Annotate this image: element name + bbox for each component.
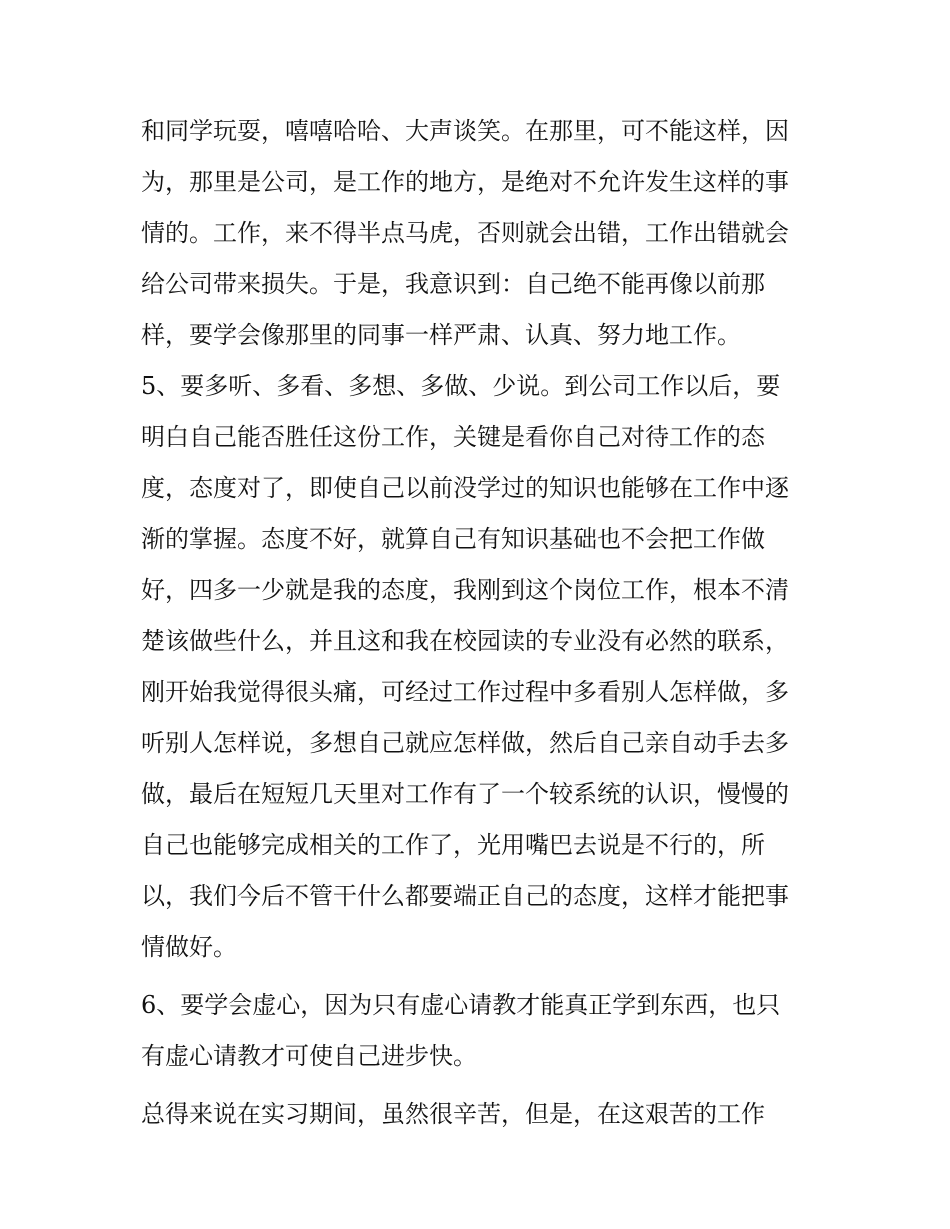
text-line: 自己也能够完成相关的工作了，光用嘴巴去说是不行的，所 xyxy=(141,831,765,859)
text-line: 明白自己能否胜任这份工作，关键是看你自己对待工作的态 xyxy=(141,423,765,451)
text-line: 给公司带来损失。于是，我意识到：自己绝不能再像以前那 xyxy=(141,270,765,298)
text-line: 6、要学会虚心，因为只有虚心请教才能真正学到东西，也只 xyxy=(141,991,781,1019)
paragraph-spacer xyxy=(141,1082,813,1089)
paragraph-spacer xyxy=(141,973,813,980)
text-line: 有虚心请教才可使自己进步快。 xyxy=(141,1042,477,1070)
text-line: 好，四多一少就是我的态度，我刚到这个岗位工作，根本不清 xyxy=(141,576,789,604)
text-line: 听别人怎样说，多想自己就应怎样做，然后自己亲自动手去多 xyxy=(141,729,789,757)
text-line: 5、要多听、多看、多想、多做、少说。到公司工作以后，要 xyxy=(141,372,781,400)
text-line: 楚该做些什么，并且这和我在校园读的专业没有必然的联系， xyxy=(141,627,789,655)
text-line: 情的。工作，来不得半点马虎，否则就会出错，工作出错就会 xyxy=(141,219,789,247)
paragraph-item-6 xyxy=(141,980,813,1082)
paragraph-continuation xyxy=(141,106,813,361)
text-line: 做，最后在短短几天里对工作有了一个较系统的认识，慢慢的 xyxy=(141,780,789,808)
text-line: 以，我们今后不管干什么都要端正自己的态度，这样才能把事 xyxy=(141,882,789,910)
document-body xyxy=(141,106,813,1140)
text-line: 总得来说在实习期间，虽然很辛苦，但是，在这艰苦的工作 xyxy=(141,1100,765,1128)
text-line: 度，态度对了，即使自己以前没学过的知识也能够在工作中逐 xyxy=(141,474,789,502)
text-line: 情做好。 xyxy=(141,933,237,961)
paragraph-item-5 xyxy=(141,361,813,973)
text-line: 为，那里是公司，是工作的地方，是绝对不允许发生这样的事 xyxy=(141,168,789,196)
text-line: 渐的掌握。态度不好，就算自己有知识基础也不会把工作做 xyxy=(141,525,765,553)
paragraph-summary xyxy=(141,1089,813,1140)
text-line: 刚开始我觉得很头痛，可经过工作过程中多看别人怎样做，多 xyxy=(141,678,789,706)
text-line: 样，要学会像那里的同事一样严肃、认真、努力地工作。 xyxy=(141,321,741,349)
text-line: 和同学玩耍，嘻嘻哈哈、大声谈笑。在那里，可不能这样，因 xyxy=(141,117,789,145)
